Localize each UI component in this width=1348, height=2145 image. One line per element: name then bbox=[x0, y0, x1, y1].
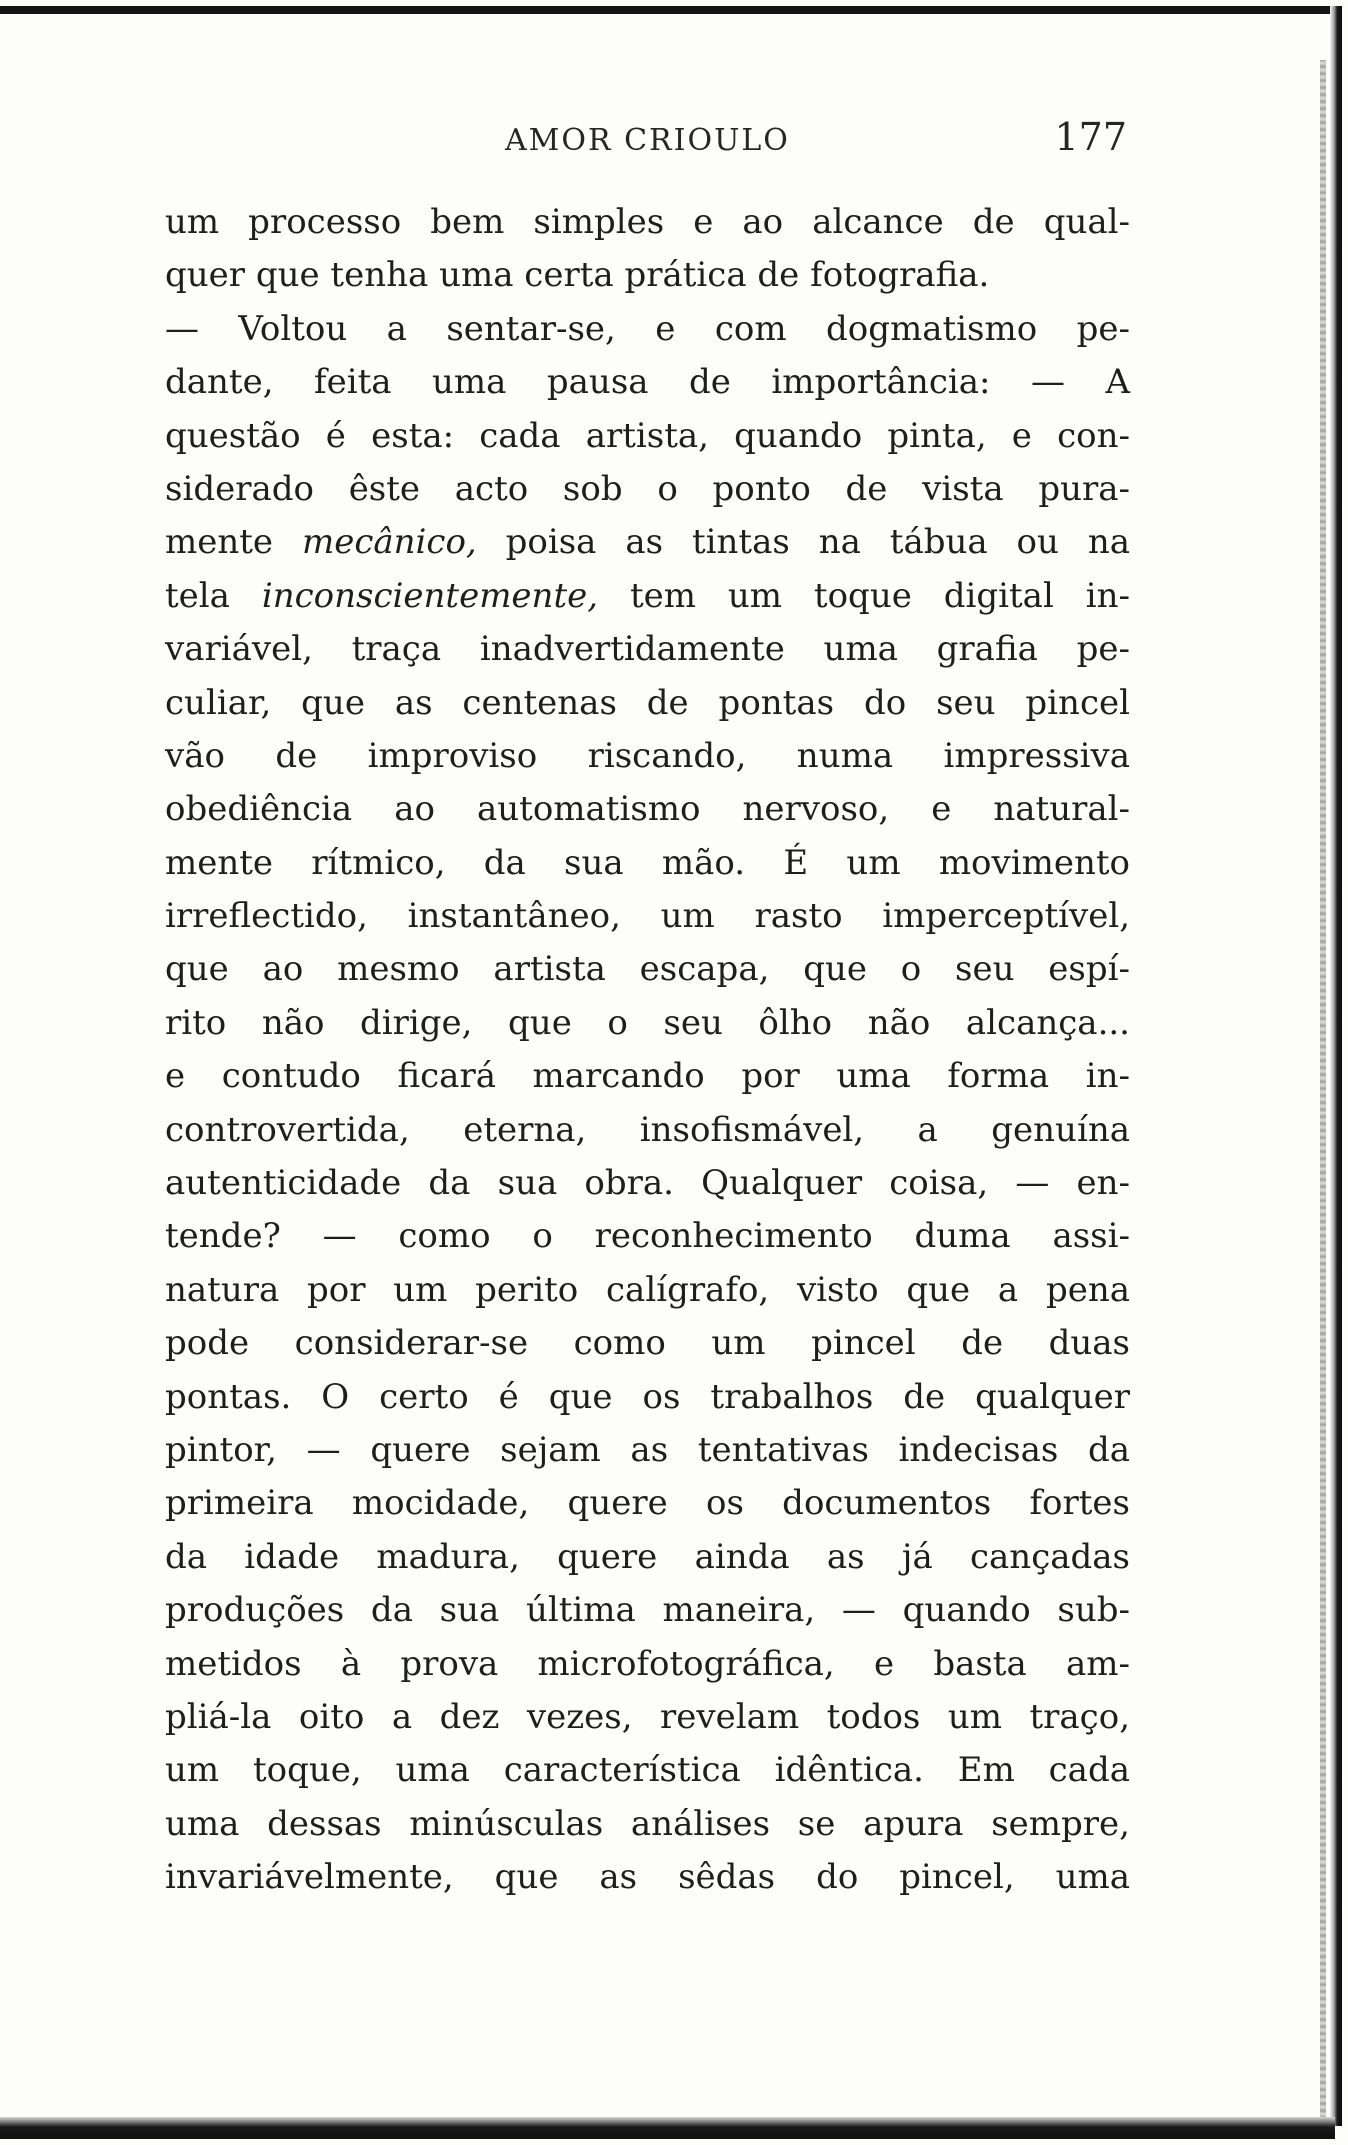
text-segment: tem um toque digital in- bbox=[598, 575, 1130, 616]
text-line: dante, feita uma pausa de importância: — A bbox=[165, 362, 1130, 403]
page-header bbox=[165, 115, 1135, 165]
text-line: questão é esta: cada artista, quando pinta, e con- bbox=[165, 415, 1130, 456]
text-line: e contudo ficará marcando por uma forma in- bbox=[165, 1056, 1130, 1097]
text-line: controvertida, eterna, insofismável, a genuína bbox=[165, 1109, 1130, 1150]
text-line: produções da sua última maneira, — quando sub- bbox=[165, 1590, 1130, 1631]
scan-edge-right bbox=[1330, 6, 1342, 2126]
text-line: vão de improviso riscando, numa impressiva bbox=[165, 735, 1130, 776]
scan-edge-top bbox=[0, 6, 1335, 14]
text-line: autenticidade da sua obra. Qualquer coisa, — en- bbox=[165, 1163, 1130, 1204]
scan-edge-right-shadow bbox=[1320, 60, 1326, 2120]
text-line: obediência ao automatismo nervoso, e natural- bbox=[165, 789, 1130, 830]
text-line: primeira mocidade, quere os documentos fortes bbox=[165, 1483, 1130, 1524]
text-line: que ao mesmo artista escapa, que o seu espí- bbox=[165, 949, 1130, 990]
text-line bbox=[165, 516, 1130, 569]
text-line: pliá-la oito a dez vezes, revelam todos um traço, bbox=[165, 1696, 1130, 1737]
body-text bbox=[165, 196, 1130, 1905]
italic-term: mecânico, bbox=[301, 522, 477, 563]
text-line: pode considerar-se como um pincel de duas bbox=[165, 1323, 1130, 1364]
text-line: da idade madura, quere ainda as já cançadas bbox=[165, 1536, 1130, 1577]
text-line: siderado êste acto sob o ponto de vista pura- bbox=[165, 468, 1130, 509]
running-title: AMOR CRIOULO bbox=[505, 123, 790, 158]
text-segment: tela bbox=[165, 575, 262, 616]
text-line: um toque, uma característica idêntica. Em cada bbox=[165, 1750, 1130, 1791]
text-line: quer que tenha uma certa prática de fotografia. bbox=[165, 255, 990, 296]
text-line: pontas. O certo é que os trabalhos de qualquer bbox=[165, 1376, 1130, 1417]
text-line: culiar, que as centenas de pontas do seu pincel bbox=[165, 682, 1130, 723]
text-line: uma dessas minúsculas análises se apura sempre, bbox=[165, 1803, 1130, 1844]
text-line: mente rítmico, da sua mão. É um movimento bbox=[165, 842, 1130, 883]
text-line: um processo bem simples e ao alcance de qual- bbox=[165, 202, 1130, 242]
text-line: irreflectido, instantâneo, um rasto imperceptível, bbox=[165, 896, 1130, 937]
text-line: invariávelmente, que as sêdas do pincel, uma bbox=[165, 1857, 1130, 1898]
italic-term: inconscientemente, bbox=[261, 575, 599, 616]
page-number: 177 bbox=[1054, 115, 1127, 159]
text-line: rito não dirige, que o seu ôlho não alcança... bbox=[165, 1002, 1130, 1043]
scan-edge-bottom bbox=[0, 2117, 1335, 2139]
text-line: natura por um perito calígrafo, visto que a pena bbox=[165, 1269, 1130, 1310]
text-line bbox=[165, 570, 1130, 623]
text-line: — Voltou a sentar-se, e com dogmatismo pe- bbox=[165, 308, 1130, 349]
text-line: variável, traça inadvertidamente uma grafia pe- bbox=[165, 629, 1130, 670]
text-segment: mente bbox=[165, 522, 302, 563]
text-segment: poisa as tintas na tábua ou na bbox=[476, 522, 1130, 563]
text-line: metidos à prova microfotográfica, e basta am- bbox=[165, 1643, 1130, 1684]
text-line: pintor, — quere sejam as tentativas indecisas da bbox=[165, 1429, 1130, 1470]
text-line: tende? — como o reconhecimento duma assi- bbox=[165, 1216, 1130, 1257]
